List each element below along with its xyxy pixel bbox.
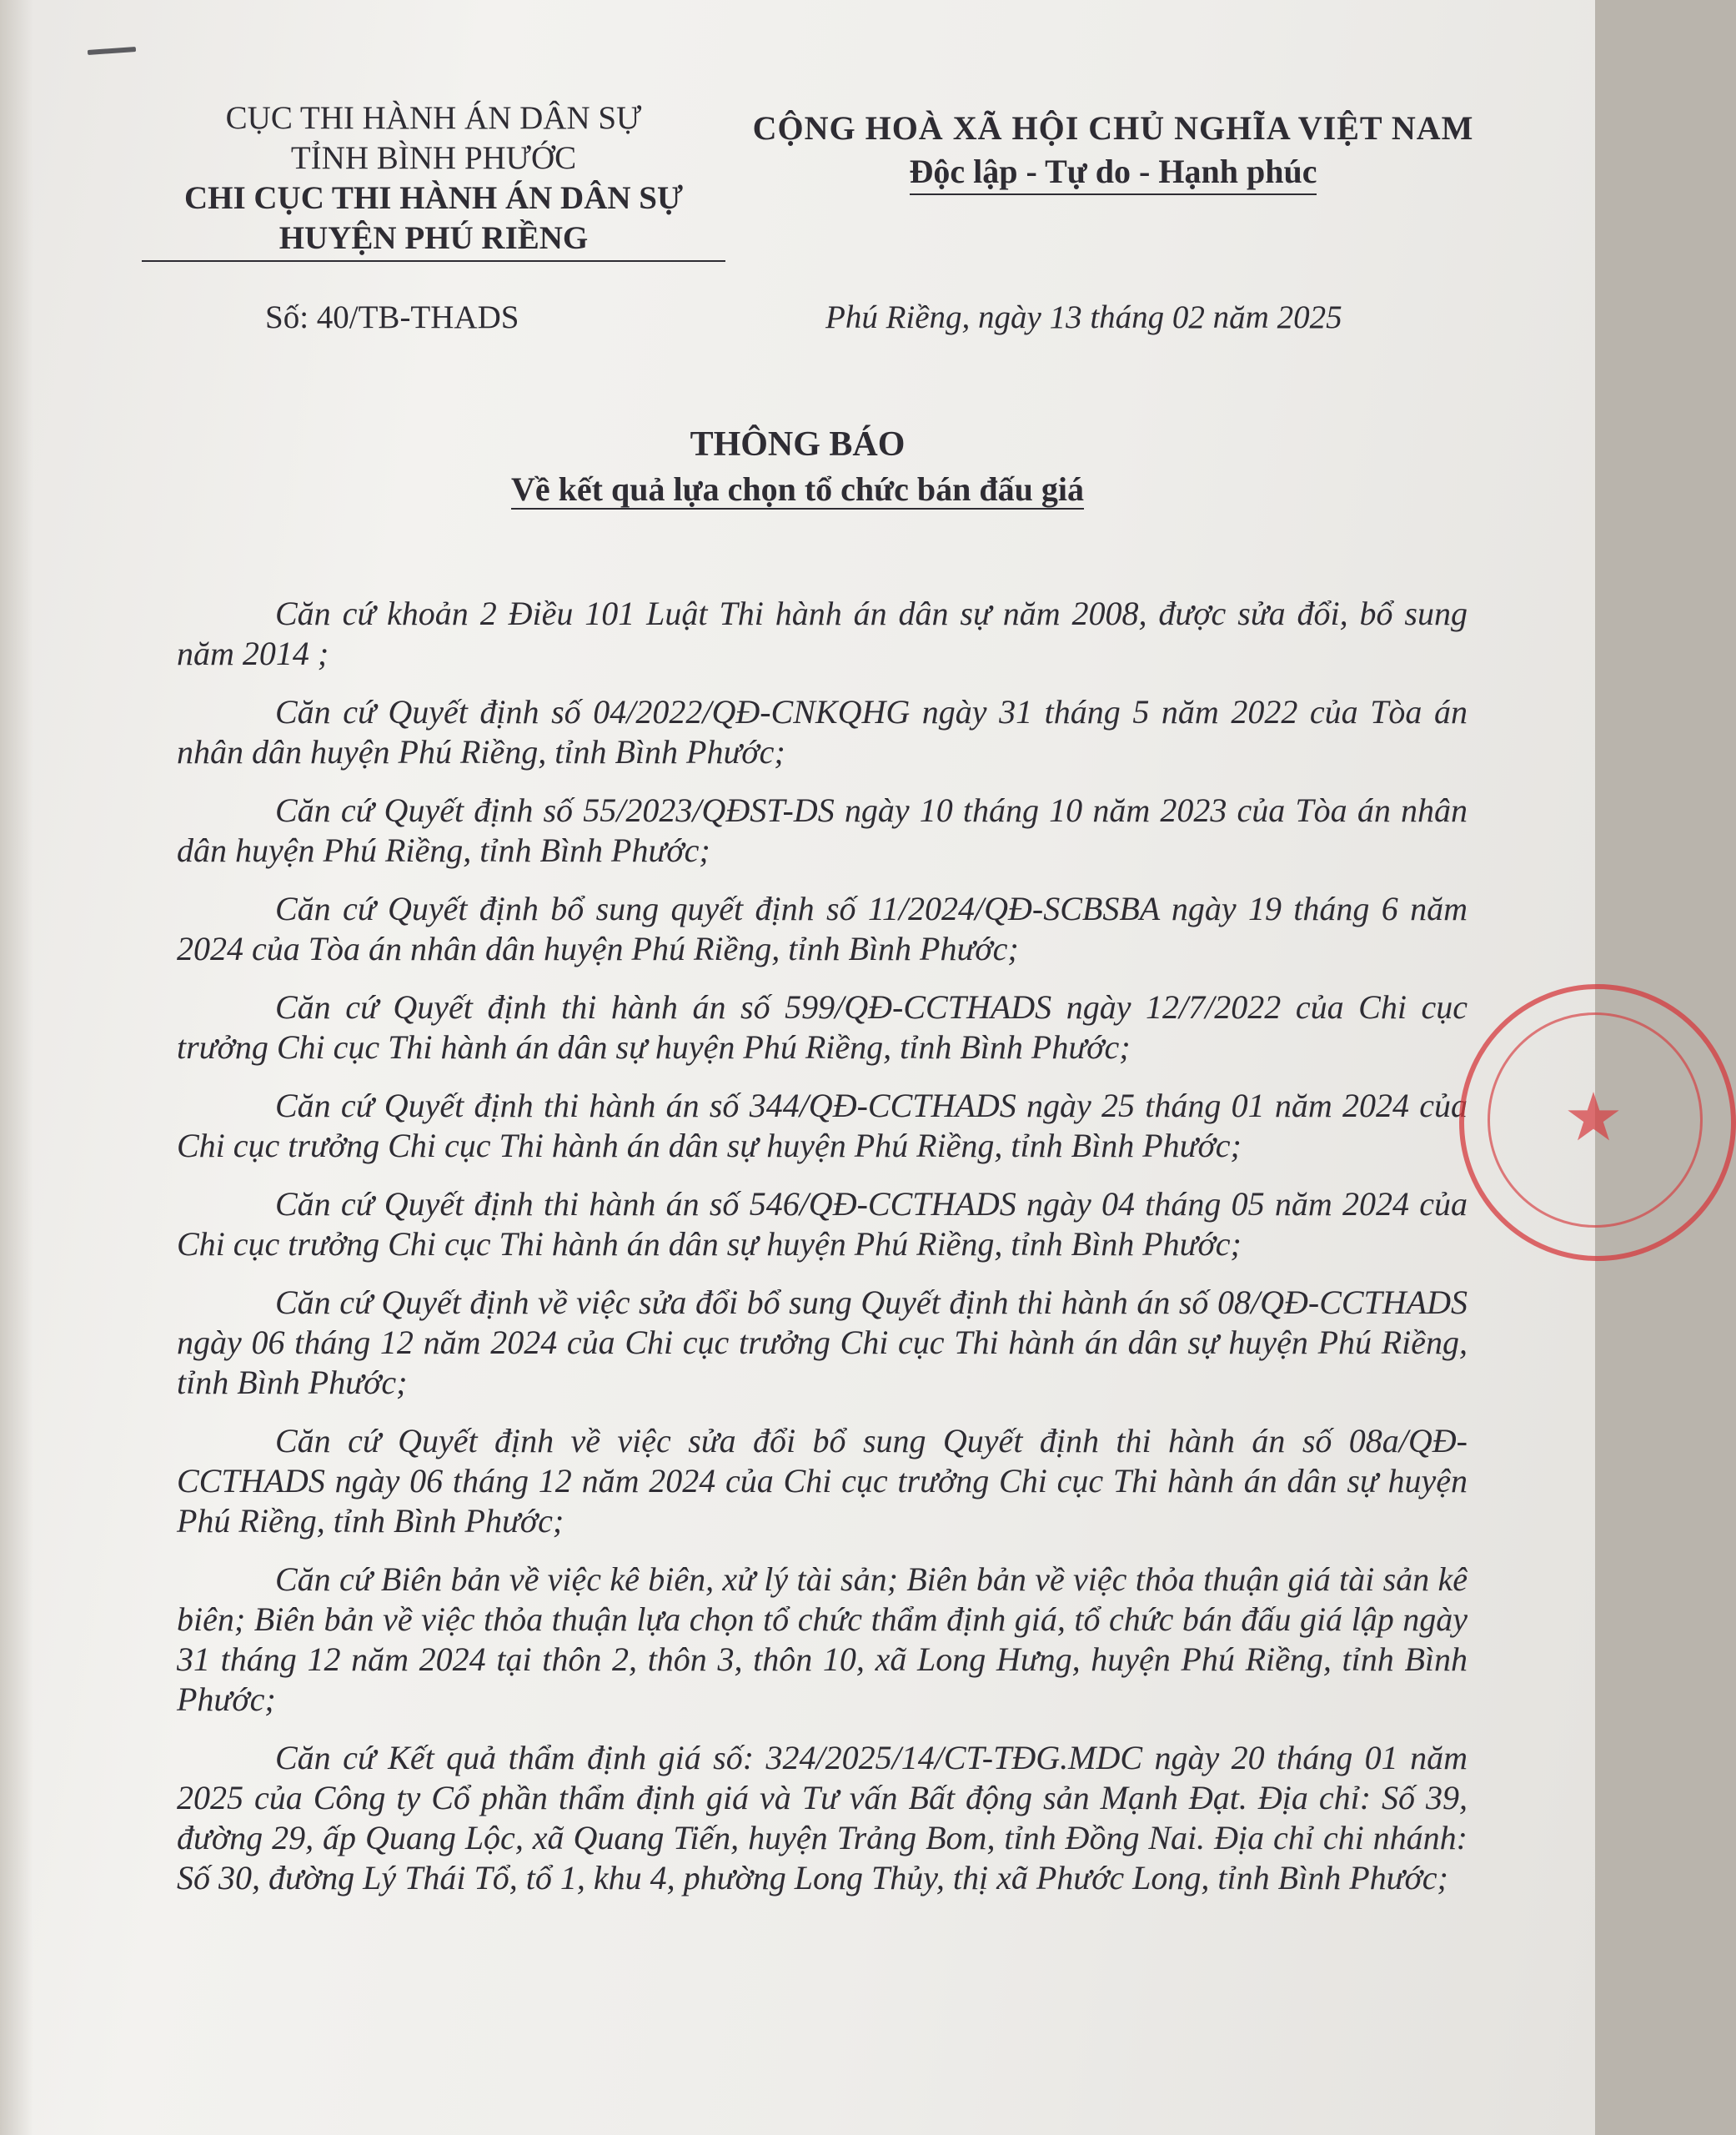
- document-date: Phú Riềng, ngày 13 tháng 02 năm 2025: [825, 299, 1342, 335]
- document-title-block: [0, 422, 1595, 512]
- national-header: [725, 107, 1501, 195]
- document-title: THÔNG BÁO: [690, 425, 906, 464]
- agency-line-2: TỈNH BÌNH PHƯỚC: [290, 140, 577, 176]
- national-title: CỘNG HOÀ XÃ HỘI CHỦ NGHĨA VIỆT NAM: [752, 109, 1474, 147]
- agency-line-4: HUYỆN PHÚ RIỀNG: [142, 219, 725, 262]
- body-paragraph: Căn cứ Quyết định về việc sửa đổi bổ sung Quyết định thi hành án số 08a/QĐ-CCTHADS ngày 06 tháng 12 năm 2024 của Chi cục trưởng Chi cục Thi hành án dân sự huyện Phú Riềng, tỉnh Bình Phước;: [177, 1422, 1468, 1540]
- document-body: [177, 594, 1468, 1901]
- body-paragraph: Căn cứ Quyết định thi hành án số 599/QĐ-CCTHADS ngày 12/7/2022 của Chi cục trưởng Chi cục Thi hành án dân sự huyện Phú Riềng, tỉnh Bình Phước;: [177, 988, 1468, 1066]
- body-paragraph: Căn cứ Kết quả thẩm định giá số: 324/2025/14/CT-TĐG.MDC ngày 20 tháng 01 năm 2025 của Công ty Cổ phần thẩm định giá và Tư vấn Bất động sản Mạnh Đạt. Địa chỉ: Số 39, đường 29, ấp Quang Lộc, xã Quang Tiến, huyện Trảng Bom, tỉnh Đồng Nai. Địa chỉ chi nhánh: Số 30, đường Lý Thái Tổ, tổ 1, khu 4, phường Long Thủy, thị xã Phước Long, tỉnh Bình Phước;: [177, 1739, 1468, 1896]
- issuing-agency-header: [142, 98, 725, 262]
- body-paragraph: Căn cứ Biên bản về việc kê biên, xử lý tài sản; Biên bản về việc thỏa thuận giá tài sản kê biên; Biên bản về việc thỏa thuận lựa chọn tổ chức thẩm định giá, tổ chức bán đấu giá lập ngày 31 tháng 12 năm 2024 tại thôn 2, thôn 3, thôn 10, xã Long Hưng, huyện Phú Riềng, tỉnh Bình Phước;: [177, 1560, 1468, 1718]
- page-edge-shadow: [0, 0, 33, 2135]
- document-subtitle: [0, 467, 1595, 512]
- official-seal-stamp: [1459, 984, 1736, 1261]
- body-paragraph: Căn cứ Quyết định số 04/2022/QĐ-CNKQHG ngày 31 tháng 5 năm 2022 của Tòa án nhân dân huyện Phú Riềng, tỉnh Bình Phước;: [177, 693, 1468, 771]
- document-subtitle-text: Về kết quả lựa chọn tổ chức bán đấu giá: [511, 470, 1084, 508]
- seal-star-icon: ★: [1563, 1082, 1623, 1155]
- body-paragraph: Căn cứ Quyết định bổ sung quyết định số 11/2024/QĐ-SCBSBA ngày 19 tháng 6 năm 2024 của Tòa án nhân dân huyện Phú Riềng, tỉnh Bình Phước;: [177, 890, 1468, 967]
- body-paragraph: Căn cứ Quyết định thi hành án số 546/QĐ-CCTHADS ngày 04 tháng 05 năm 2024 của Chi cục trưởng Chi cục Thi hành án dân sự huyện Phú Riềng, tỉnh Bình Phước;: [177, 1185, 1468, 1263]
- body-paragraph: Căn cứ Quyết định số 55/2023/QĐST-DS ngày 10 tháng 10 năm 2023 của Tòa án nhân dân huyện Phú Riềng, tỉnh Bình Phước;: [177, 791, 1468, 869]
- body-paragraph: Căn cứ Quyết định về việc sửa đổi bổ sung Quyết định thi hành án số 08/QĐ-CCTHADS ngày 06 tháng 12 năm 2024 của Chi cục trưởng Chi cục Thi hành án dân sự huyện Phú Riềng, tỉnh Bình Phước;: [177, 1284, 1468, 1401]
- agency-line-1: CỤC THI HÀNH ÁN DÂN SỰ: [225, 100, 642, 136]
- body-paragraph: Căn cứ Quyết định thi hành án số 344/QĐ-CCTHADS ngày 25 tháng 01 năm 2024 của Chi cục trưởng Chi cục Thi hành án dân sự huyện Phú Riềng, tỉnh Bình Phước;: [177, 1087, 1468, 1164]
- body-paragraph: Căn cứ khoản 2 Điều 101 Luật Thi hành án dân sự năm 2008, được sửa đổi, bổ sung năm 2014 ;: [177, 595, 1468, 672]
- staple-mark: [88, 47, 136, 55]
- document-number: Số: 40/TB-THADS: [265, 299, 519, 335]
- agency-line-3: CHI CỤC THI HÀNH ÁN DÂN SỰ: [183, 180, 684, 216]
- national-motto: Độc lập - Tự do - Hạnh phúc: [910, 150, 1317, 195]
